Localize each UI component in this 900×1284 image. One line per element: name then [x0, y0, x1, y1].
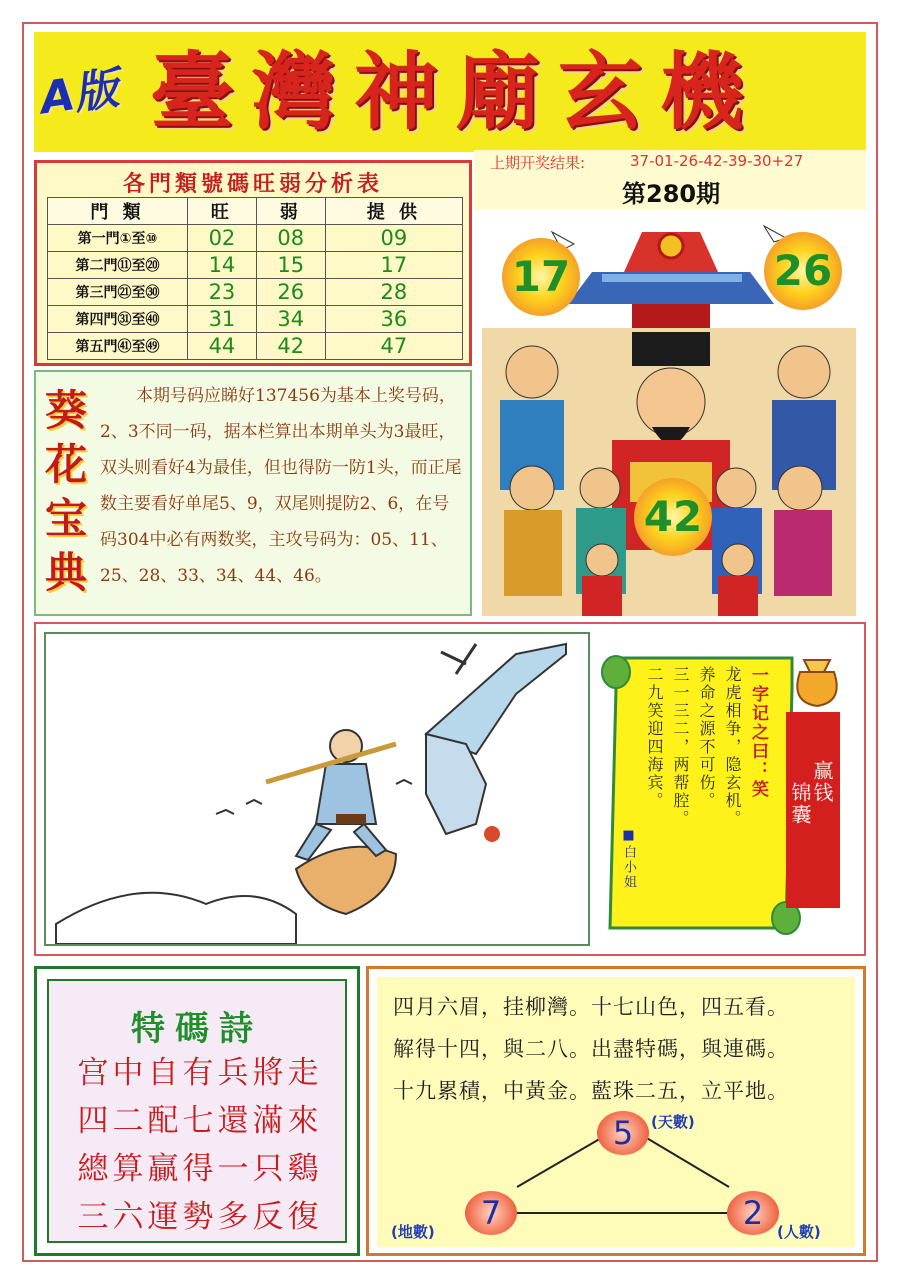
poem-line: 總算贏得一只鷄	[77, 1151, 323, 1187]
analysis-table-panel	[34, 160, 472, 366]
earth-number: 7	[465, 1191, 517, 1235]
scroll-signature: ■白小姐	[621, 828, 636, 890]
page-title: 臺灣神廟玄機	[150, 42, 763, 141]
prediction-text: 本期号码应睇好137456为基本上奖号码，2、3不同一码，据本栏算出本期单头为3最旺，双头则看好4为最佳，但也得防一防1头，而正尾数主要看好单尾5、9，双尾则提防2、6，在号码304中必有两数奖，主攻号码为：05、11、25、28、33、34、44、46。	[100, 386, 462, 586]
prediction-title: 葵花宝典	[44, 386, 87, 597]
lucky-bag-icon	[790, 652, 844, 708]
strong-cell: 31	[188, 306, 257, 333]
group-cell: 第四門㉛至㊵	[48, 306, 188, 333]
earth-label: (地數)	[391, 1223, 435, 1241]
weak-cell: 42	[256, 333, 325, 360]
riddle-scroll	[596, 648, 810, 938]
lucky-ball: 42	[634, 478, 712, 556]
special-number-poem	[34, 966, 360, 1256]
flute-player-image	[46, 634, 588, 944]
column-header: 弱	[256, 198, 325, 225]
edition-badge: A版	[37, 63, 122, 125]
poem-line: 四二配七還滿來	[77, 1103, 323, 1139]
riddle-line: 十九累積，中黃金。藍珠二五，立平地。	[393, 1079, 789, 1103]
table-row	[48, 306, 463, 333]
provide-cell: 17	[325, 252, 462, 279]
column-header: 旺	[188, 198, 257, 225]
riddle-line: 解得十四，與二八。出盡特碼，與連碼。	[393, 1037, 789, 1061]
column-header: 提 供	[325, 198, 462, 225]
lucky-bag-text: 赢钱	[810, 760, 834, 804]
group-cell: 第三門㉑至㉚	[48, 279, 188, 306]
scroll-line: 龙虎相争，隐玄机。	[723, 666, 742, 828]
human-number: 2	[727, 1191, 779, 1235]
number-riddle-panel	[366, 966, 866, 1256]
lucky-bag-text: 锦囊	[788, 782, 812, 826]
provide-cell: 36	[325, 306, 462, 333]
riddle-line: 四月六眉，挂柳灣。十七山色，四五看。	[393, 995, 789, 1019]
analysis-table	[47, 197, 463, 360]
heaven-number: 5	[597, 1111, 649, 1155]
result-label: 上期开奖结果:	[490, 154, 586, 172]
group-cell: 第二門⑪至⑳	[48, 252, 188, 279]
poem-title: 特碼詩	[131, 1009, 263, 1049]
scroll-heading: 一字记之曰：笑	[748, 666, 768, 799]
scroll-line: 二九笑迎四海宾。	[645, 666, 664, 810]
table-header-row	[48, 198, 463, 225]
table-row	[48, 333, 463, 360]
prediction-panel	[34, 370, 472, 616]
table-row	[48, 279, 463, 306]
issue-number: 第280期	[622, 180, 721, 208]
group-cell: 第五門㊶至㊾	[48, 333, 188, 360]
scroll-line: 三一三二，两帮腔。	[671, 666, 690, 828]
strong-cell: 23	[188, 279, 257, 306]
strong-cell: 44	[188, 333, 257, 360]
weak-cell: 26	[256, 279, 325, 306]
table-row	[48, 252, 463, 279]
provide-cell: 09	[325, 225, 462, 252]
lucky-ball: 17	[502, 238, 580, 316]
provide-cell: 28	[325, 279, 462, 306]
group-cell: 第一門①至⑩	[48, 225, 188, 252]
table-row	[48, 225, 463, 252]
provide-cell: 47	[325, 333, 462, 360]
poem-line: 宫中自有兵將走	[77, 1055, 323, 1091]
strong-cell: 02	[188, 225, 257, 252]
human-label: (人數)	[777, 1223, 821, 1241]
result-numbers: 37-01-26-42-39-30+27	[630, 152, 804, 170]
weak-cell: 34	[256, 306, 325, 333]
poem-line: 三六運勢多反復	[77, 1199, 323, 1235]
weak-cell: 15	[256, 252, 325, 279]
analysis-table-title: 各門類號碼旺弱分析表	[122, 172, 383, 197]
lucky-ball: 26	[764, 232, 842, 310]
poem-inner	[47, 979, 347, 1243]
strong-cell: 14	[188, 252, 257, 279]
flute-player-illustration	[44, 632, 590, 946]
heaven-label: (天數)	[651, 1113, 695, 1131]
column-header: 門 類	[48, 198, 188, 225]
weak-cell: 08	[256, 225, 325, 252]
temple-illustration	[482, 212, 856, 616]
scroll-line: 养命之源不可伤。	[697, 666, 716, 810]
riddle-inner	[377, 977, 855, 1247]
